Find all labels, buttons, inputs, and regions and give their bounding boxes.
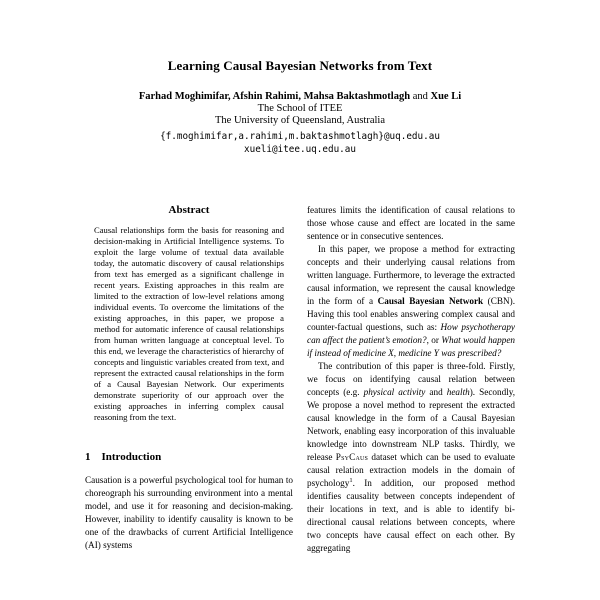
authors-line (0, 91, 600, 102)
para3-term-physical-activity: physical activity (363, 387, 426, 397)
author-and: and (410, 91, 431, 102)
right-paragraph-1: features limits the identification of causal relations to those whose cause and effect are located in the same sentence or in consecutive sentences. (307, 205, 515, 241)
right-column (307, 204, 515, 555)
footnote-marker-1: 1 (349, 476, 353, 484)
section-number: 1 (85, 451, 91, 463)
para2-cbn-bold: Causal Bayesian Network (377, 296, 484, 306)
introduction-paragraph-1: Causation is a powerful psychological tool for human to choreograph his surrounding environment into a mental model, and use it for reasoning and decision-making. However, inability to identify causality is known to be one of the drawbacks of current Artificial Intelligence (AI) systems (85, 475, 293, 550)
para2-segment-1: In this paper, we propose a method for extracting concepts and their underlying causal relations from written language. Furthermore, to leverage the extracted causal information, we represent the causal knowledge in the form of a (307, 244, 515, 306)
email-line-group: {f.moghimifar,a.rahimi,m.baktashmotlagh}@uq.edu.au (160, 131, 440, 142)
section-title: Introduction (101, 451, 162, 463)
para3-segment-7: dataset which can be used to evaluate causal relation extraction models in the domain of psychology (307, 452, 515, 488)
para3-segment-9: . In addition, our proposed method identifies causality between concepts independent of their locations in text, and is able to identify bi-directional causal relations between concepts, where two concepts have causal effect on each other. By aggregating (307, 478, 515, 553)
right-paragraph-3 (307, 360, 515, 555)
author-last: Xue Li (430, 91, 462, 102)
para2-segment-3: (CBN). Having this tool enables answering complex causal and counter-factual questions, such as: (307, 296, 515, 332)
left-column (85, 204, 293, 555)
para3-term-health: health (446, 387, 470, 397)
email-line-xueli: xueli@itee.uq.edu.au (244, 144, 356, 155)
para3-dataset-name: PsyCaus (335, 452, 369, 462)
para3-segment-3: and (425, 387, 447, 397)
para2-question-2: What would happen if instead of medicine X, medicine Y was prescribed? (307, 335, 516, 358)
affiliation-university: The University of Queensland, Australia (215, 115, 385, 126)
section-1-heading (85, 451, 293, 464)
para2-segment-5: , or (426, 335, 442, 345)
paper-title: Learning Causal Bayesian Networks from Text (167, 58, 433, 73)
abstract-heading: Abstract (168, 204, 210, 216)
affiliation-school: The School of ITEE (257, 103, 343, 114)
two-column-body (85, 204, 515, 555)
right-paragraph-2 (307, 243, 515, 360)
para2-question-1: How psychotherapy can affect the patient’s emotion? (307, 322, 515, 345)
author-names: Farhad Moghimifar, Afshin Rahimi, Mahsa Baktashmotlagh (138, 91, 411, 102)
abstract-text: Causal relationships form the basis for reasoning and decision-making in Artificial Intelligence systems. To exploit the large volume of textual data available today, the automatic discovery of causal relationships from text has emerged as a significant challenge in recent years. Existing approaches in this realm are limited to the extraction of low-level relations among individual events. To overcome the limitations of the existing approaches, in this paper, we propose a method for automatic inference of causal relationships from human written language at conceptual level. To this end, we leverage the characteristics of hierarchy of concepts and linguistic variables created from text, and represent the extracted causal relationships in the form of a Causal Bayesian Network. Our experiments demonstrate superiority of our approach over the existing approaches in inferring complex causal reasoning from the text. (94, 225, 284, 422)
para3-segment-1: The contribution of this paper is three-fold. Firstly, we focus on identifying causal relation between concepts (e.g. (307, 361, 515, 397)
para3-segment-5: ). Secondly, We propose a novel method to represent the extracted causal knowledge in the form of a Causal Bayesian Network, enabling easy incorporation of this invaluable knowledge into downstream NLP tasks. Thirdly, we release (307, 387, 516, 462)
